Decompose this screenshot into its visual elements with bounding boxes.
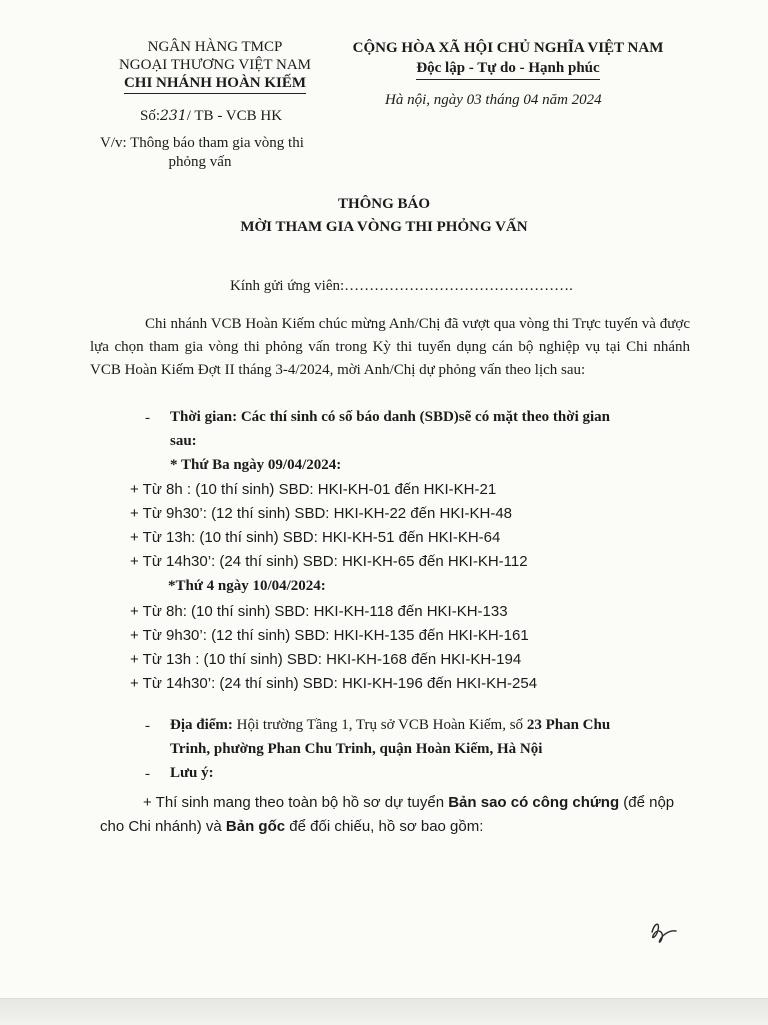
document-number-suffix: / TB - VCB HK (186, 108, 283, 124)
note-text: + Thí sinh mang theo toàn bộ hồ sơ dự tuyển (143, 794, 449, 811)
day1-label: * Thứ Ba ngày 09/04/2024: (170, 457, 342, 473)
bank-name-line2: NGOẠI THƯƠNG VIỆT NAM (118, 57, 312, 73)
note-emphasis: Bản gốc (225, 818, 286, 835)
intro-paragraph (90, 313, 690, 382)
national-header (338, 38, 678, 80)
day1-slot: + Từ 8h : (10 thí sinh) SBD: HKI-KH-01 đến HKI-KH-21 (130, 481, 497, 498)
branch-name: CHI NHÁNH HOÀN KIẾM (124, 74, 306, 94)
location-label: Địa điểm: (170, 717, 233, 733)
subject-line1: V/v: Thông báo tham gia vòng thi (100, 135, 304, 151)
greeting-line: Kính gửi ứng viên:………………………………………. (230, 278, 573, 294)
country-motto-line1: CỘNG HÒA XÃ HỘI CHỦ NGHĨA VIỆT NAM (352, 40, 664, 56)
location-address-start: 23 Phan Chu (526, 717, 611, 733)
note-dash: - (145, 766, 150, 782)
day1-slot: + Từ 9h30’: (12 thí sinh) SBD: HKI-KH-22 đến HKI-KH-48 (130, 505, 513, 522)
note-text: cho Chi nhánh) và (100, 818, 226, 835)
location-dash: - (145, 718, 150, 734)
subject-line (100, 134, 340, 172)
time-heading-line2: sau: (170, 433, 197, 449)
intro-text: Chi nhánh VCB Hoàn Kiếm chúc mừng Anh/Chị đã vượt qua vòng thi Trực tuyến và được lựa chọn tham gia vòng thi phỏng vấn trong Kỳ thi tuyển dụng cán bộ nghiệp vụ tại Chi nhánh VCB Hoàn Kiếm Đợt II tháng 3-4/2024, mời Anh/Chị dự phỏng vấn theo lịch sau: (90, 316, 690, 378)
location-text: Hội trường Tầng 1, Trụ sở VCB Hoàn Kiếm, số (232, 717, 527, 733)
document-number (140, 108, 282, 125)
document-date: Hà nội, ngày 03 tháng 04 năm 2024 (385, 92, 602, 108)
bank-name-line1: NGÂN HÀNG TMCP (147, 39, 283, 55)
initial-signature (646, 918, 680, 948)
time-dash: - (145, 410, 150, 426)
note-label: Lưu ý: (170, 765, 214, 781)
subject-line2: phỏng vấn (168, 154, 232, 170)
day2-slot: + Từ 14h30’: (24 thí sinh) SBD: HKI-KH-196 đến HKI-KH-254 (130, 675, 538, 692)
day1-slot: + Từ 14h30’: (24 thí sinh) SBD: HKI-KH-65 đến HKI-KH-112 (130, 553, 528, 570)
country-motto-line2: Độc lập - Tự do - Hạnh phúc (416, 58, 599, 80)
note-emphasis: Bản sao có công chứng (448, 794, 620, 811)
day2-slot: + Từ 8h: (10 thí sinh) SBD: HKI-KH-118 đến HKI-KH-133 (130, 603, 508, 620)
document-number-value: 231 (160, 108, 187, 124)
day2-slot: + Từ 9h30’: (12 thí sinh) SBD: HKI-KH-135 đến HKI-KH-161 (130, 627, 529, 644)
scan-bottom-edge (0, 998, 768, 1025)
day1-slot: + Từ 13h: (10 thí sinh) SBD: HKI-KH-51 đến HKI-KH-64 (130, 529, 501, 546)
note-text: để đối chiếu, hồ sơ bao gồm: (285, 818, 484, 835)
note-paragraph-line1 (143, 794, 674, 811)
note-text: (để nộp (619, 794, 675, 811)
location-line1 (170, 717, 610, 734)
day2-slot: + Từ 13h : (10 thí sinh) SBD: HKI-KH-168 đến HKI-KH-194 (130, 651, 522, 668)
day2-label: *Thứ 4 ngày 10/04/2024: (168, 578, 326, 594)
time-heading-line1: Thời gian: Các thí sinh có số báo danh (SBD)sẽ có mặt theo thời gian (170, 409, 611, 425)
document-title-line1: THÔNG BÁO (337, 196, 431, 212)
note-paragraph-line2 (100, 818, 483, 835)
bank-header (100, 38, 330, 94)
document-number-prefix: Số: (140, 108, 161, 124)
location-line2: Trinh, phường Phan Chu Trinh, quận Hoàn Kiếm, Hà Nội (170, 741, 543, 757)
document-title-line2: MỜI THAM GIA VÒNG THI PHỎNG VẤN (240, 219, 528, 235)
